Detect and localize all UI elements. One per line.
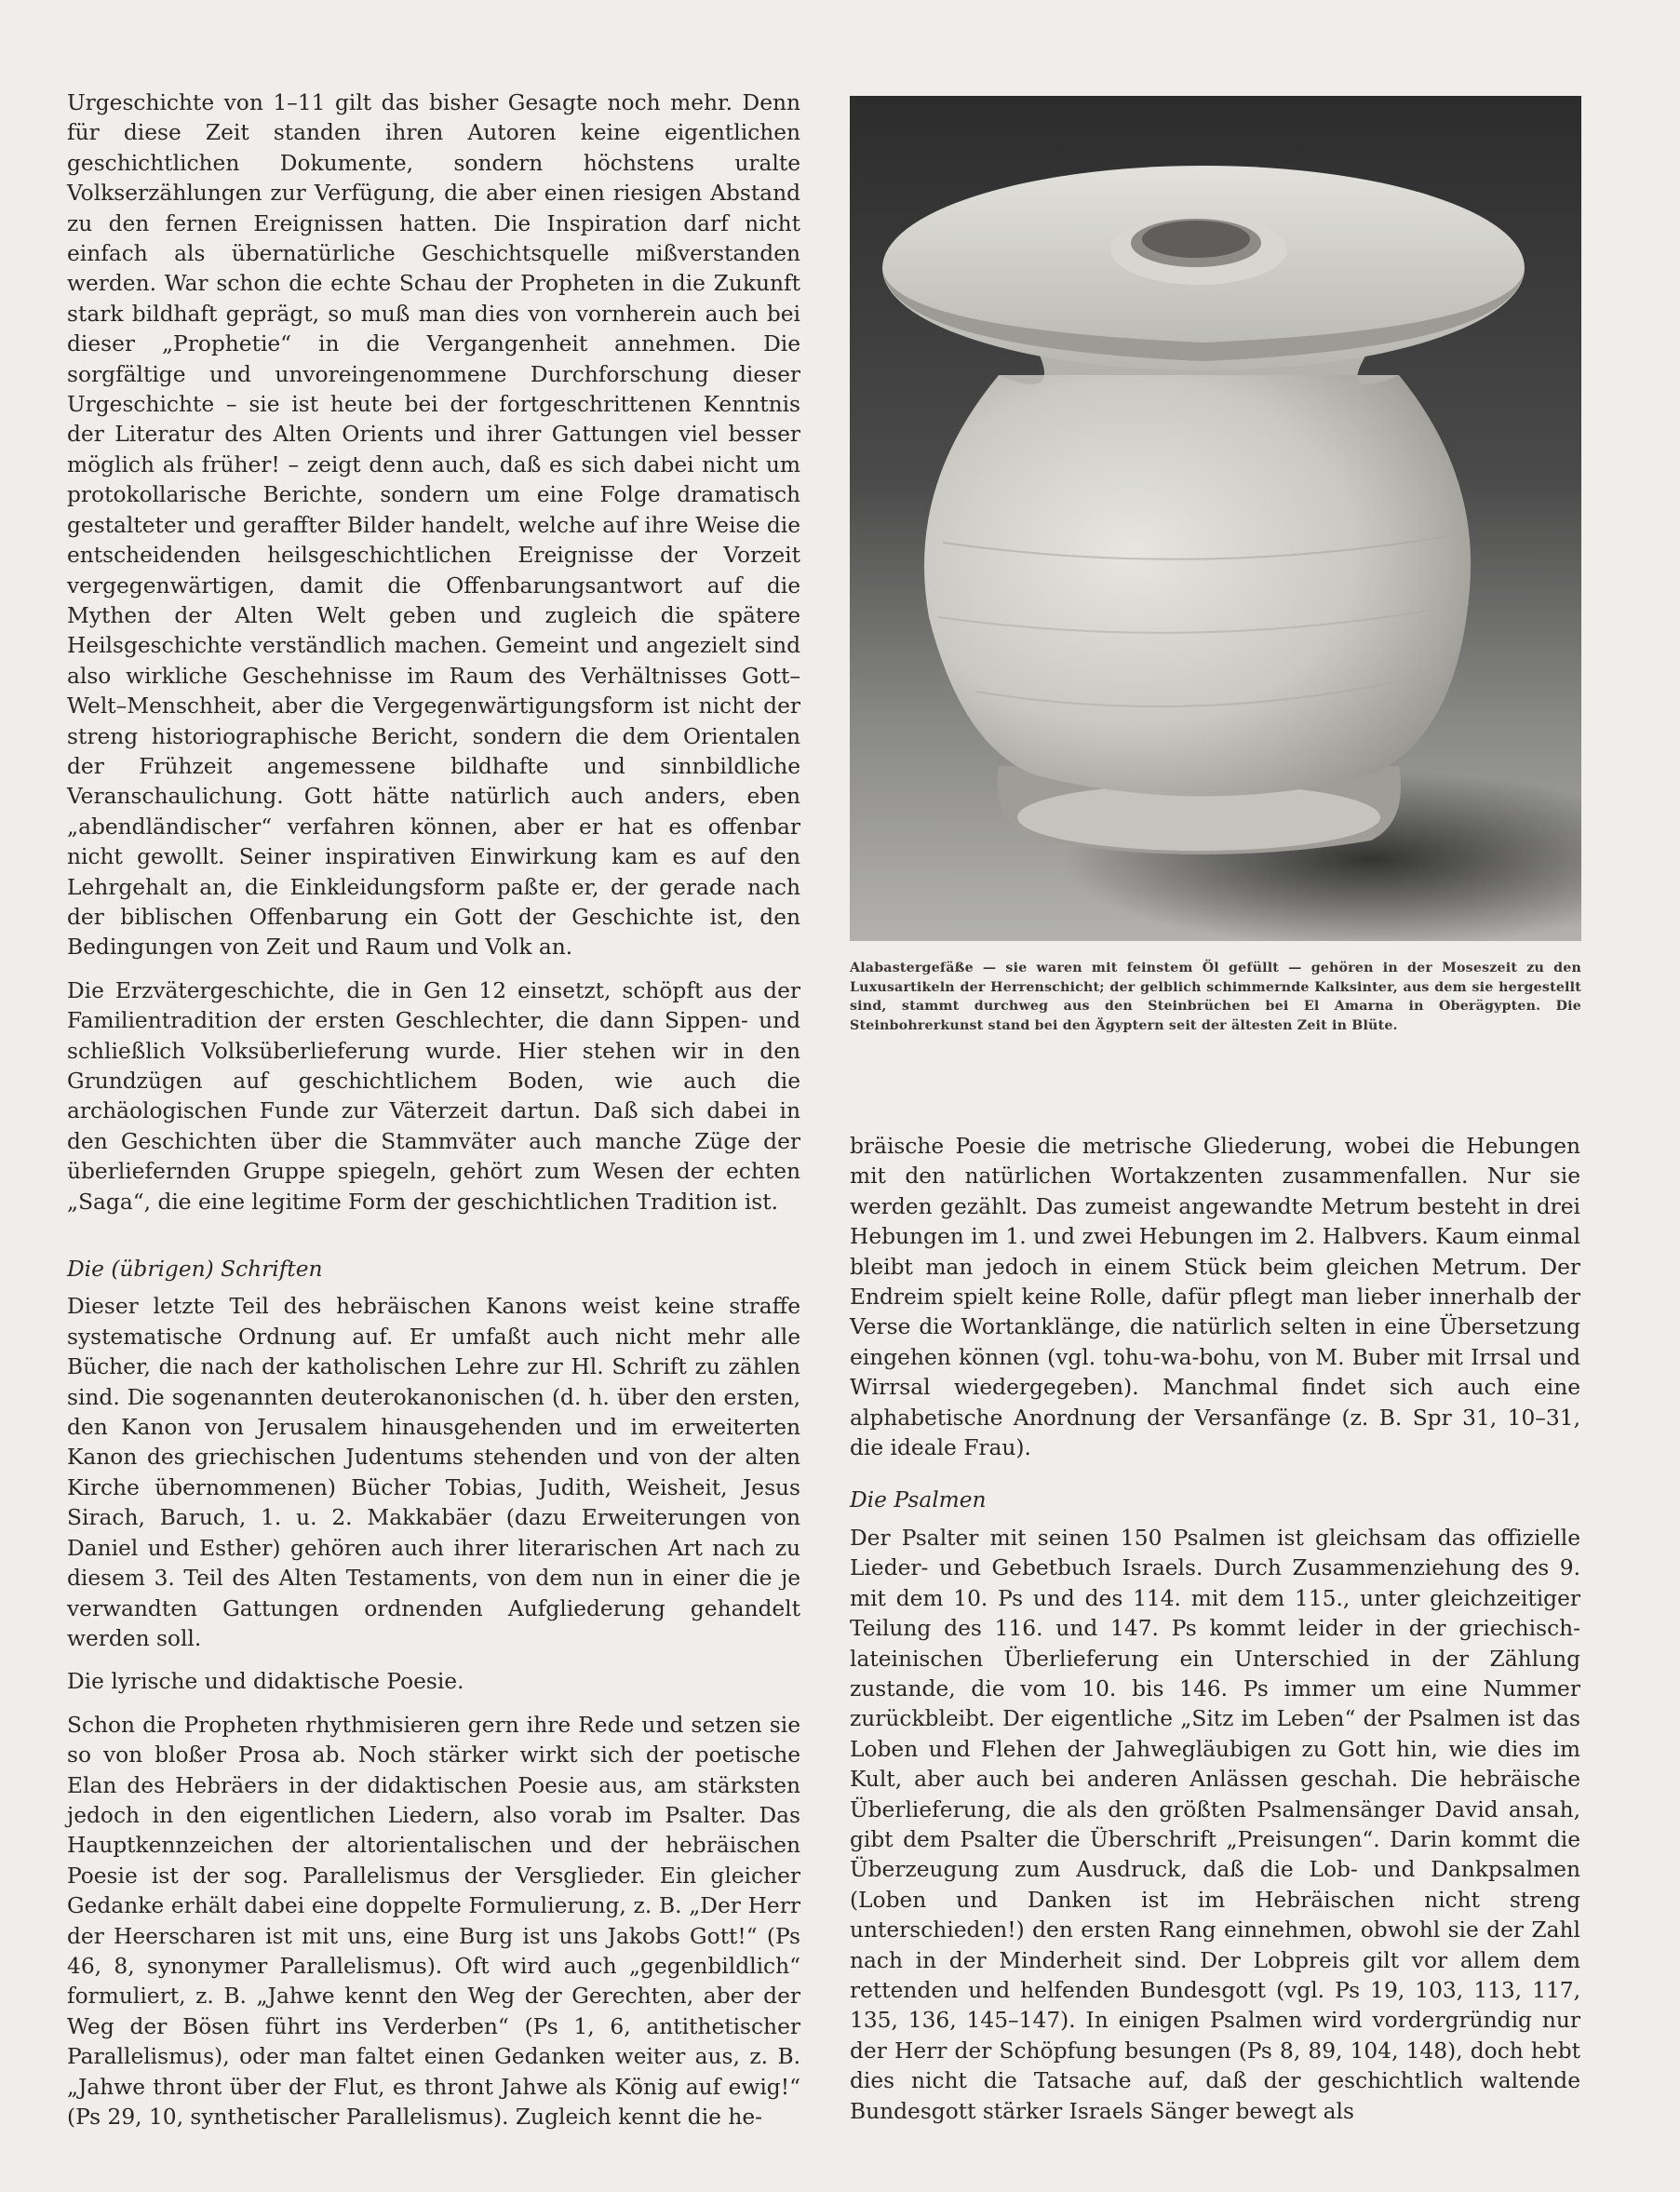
paragraph-metrik: bräische Poesie die metrische Gliederung, wobei die Hebungen mit den natürlichen Wortakzenten zusammenfallen. Nur sie werden gezählt. Das zumeist angewandte Metrum besteht in drei Hebungen im 1. und zwei Hebungen im 2. Halbvers. Kaum einmal bleibt man jedoch in einem Stück beim gleichen Metrum. Der Endreim spielt keine Rolle, dafür pflegt man lieber innerhalb der Verse die Wortanklänge, die natürlich selten in eine Übersetzung eingehen können (vgl. tohu-wa-bohu, von M. Buber mit Irrsal und Wirrsal wiedergegeben). Manchmal findet sich auch eine alphabetische Anordnung der Versanfänge (z. B. Spr 31, 10–31, die ideale Frau). xyxy=(850,1134,1580,1461)
paragraph-poesie-title: Die lyrische und didaktische Poesie. xyxy=(67,1669,464,1695)
paragraph-poesie: Schon die Propheten rhythmisieren gern ihre Rede und setzen sie so von bloßer Prosa ab. Noch stärker wirkt sich der poetische Elan des Hebräers in der didaktischen Poesie aus, am stärksten jedoch in den eigentlichen Liedern, also vorab im Psalter. Das Hauptkennzeichen der altorientalischen und der hebräischen Poesie ist der sog. Parallelismus der Versglieder. Ein gleicher Gedanke erhält dabei eine doppelte Formulierung, z. B. „Der Herr der Heerscharen ist mit uns, eine Burg ist uns Jakobs Gott!“ (Ps 46, 8, synonymer Parallelismus). Oft wird auch „gegenbildlich“ formuliert, z. B. „Jahwe kennt den Weg der Gerechten, aber der Weg der Bösen führt ins Verderben“ (Ps 1, 6, antithetischer Parallelismus), oder man faltet einen Gedanken weiter aus, z. B. „Jahwe thront über der Flut, es thront Jahwe als König auf ewig!“ (Ps 29, 10, synthetischer Parallelismus). Zugleich kennt die he- xyxy=(67,1712,800,2130)
vessel-image xyxy=(850,96,1581,941)
paragraph-urgeschichte: Urgeschichte von 1–11 gilt das bisher Gesagte noch mehr. Denn für diese Zeit standen ihren Autoren keine eigentlichen geschichtlichen Dokumente, sondern höchstens uralte Volkserzählungen zur Verfügung, die aber einen riesigen Abstand zu den fernen Ereignissen hatten. Die Inspiration darf nicht einfach als übernatürliche Geschichtsquelle mißverstanden werden. War schon die echte Schau der Propheten in die Zukunft stark bildhaft geprägt, so muß man dies von vornherein auch bei dieser „Prophetie“ in die Vergangenheit annehmen. Die sorgfältige und unvoreingenommene Durchforschung dieser Urgeschichte – sie ist heute bei der fortgeschrittenen Kenntnis der Literatur des Alten Orients und ihrer Gattungen viel besser möglich als früher! – zeigt denn auch, daß es sich dabei nicht um protokollarische Berichte, sondern um eine Folge dramatisch gestalteter und geraffter Bilder handelt, welche auf ihre Weise die entscheidenden heilsgeschichtlichen Ereignisse der Vorzeit vergegenwärtigen, damit die Offenbarungsantwort auf die Mythen der Alten Welt geben und zugleich die spätere Heilsgeschichte verständlich machen. Gemeint und angezielt sind also wirkliche Geschehnisse im Raum des Verhältnisses Gott–Welt–Menschheit, aber die Vergegenwärtigungsform ist nicht der streng historiographische Bericht, sondern die dem Orientalen der Frühzeit angemessene bildhafte und sinnbildliche Veranschaulichung. Gott hätte natürlich auch anders, eben „abendländischer“ verfahren können, aber er hat es offenbar nicht gewollt. Seiner inspirativen Einwirkung kam es auf den Lehrgehalt an, die Einkleidungsform paßte er, der gerade nach der biblischen Offenbarung ein Gott der Geschichte ist, den Bedingungen von Zeit und Raum und Volk an. xyxy=(67,90,800,961)
figure-caption: Alabastergefäße — sie waren mit feinstem Öl gefüllt — gehören in der Moseszeit zu den Luxusartikeln der Herrenschicht; der gelblich schimmernde Kalksinter, aus dem sie hergestellt sind, stammt durchweg aus den Steinbrüchen bei El Amarna in Oberägypten. Die Steinbohrerkunst stand bei den Ägyptern seit der ältesten Zeit in Blüte. xyxy=(850,961,1581,1033)
alabaster-vessel-photo xyxy=(850,96,1581,941)
heading-schriften: Die (übrigen) Schriften xyxy=(67,1257,323,1283)
left-column xyxy=(67,88,800,2145)
paragraph-erzvaeter: Die Erzvätergeschichte, die in Gen 12 einsetzt, schöpft aus der Familientradition der ersten Geschlechter, die dann Sippen- und schließlich Volksüberlieferung wurde. Hier stehen wir in den Grundzügen auf geschichtlichem Boden, wie auch die archäologischen Funde zur Väterzeit dartun. Daß sich dabei in den Geschichten über die Stammväter auch manche Züge der überliefernden Gruppe spiegeln, gehört zum Wesen der echten „Saga“, die eine legitime Form der geschichtlichen Tradition ist. xyxy=(67,977,800,1215)
heading-psalmen: Die Psalmen xyxy=(850,1487,987,1513)
right-column xyxy=(850,1132,1580,2140)
paragraph-psalter: Der Psalter mit seinen 150 Psalmen ist gleichsam das offizielle Lieder- und Gebetbuch Israels. Durch Zusammenziehung des 9. mit dem 10. Ps und des 114. mit dem 115., unter gleichzeitiger Teilung des 116. und 147. Ps kommt leider in der griechisch-lateinischen Überlieferung ein Unterschied in der Zählung zustande, die vom 10. bis 146. Ps immer um eine Nummer zurückbleibt. Der eigentliche „Sitz im Leben“ der Psalmen ist das Loben und Flehen der Jahwegläubigen zu Gott hin, wie dies im Kult, aber auch bei anderen Anlässen geschah. Die hebräische Überlieferung, die als den größten Psalmensänger David ansah, gibt dem Psalter die Überschrift „Preisungen“. Darin kommt die Überzeugung zum Ausdruck, daß die Lob- und Dankpsalmen (Loben und Danken ist im Hebräischen nicht streng unterschieden!) den ersten Rang einnehmen, obwohl sie der Zahl nach in der Minderheit sind. Der Lobpreis gilt vor allem dem rettenden und helfenden Bundesgott (vgl. Ps 19, 103, 113, 117, 135, 136, 145–147). In einigen Psalmen wird vordergründig nur der Herr der Schöpfung besungen (Ps 8, 89, 104, 148), doch hebt dies nicht die Tatsache auf, daß der geschichtlich waltende Bundesgott stärker Israels Sänger bewegt als xyxy=(850,1525,1580,2124)
paragraph-kanon: Dieser letzte Teil des hebräischen Kanons weist keine straffe systematische Ordnung auf. Er umfaßt auch nicht mehr alle Bücher, die nach der katholischen Lehre zur Hl. Schrift zu zählen sind. Die sogenannten deuterokanonischen (d. h. über den ersten, den Kanon von Jerusalem hinausgehenden und im erweiterten Kanon des griechischen Judentums stehenden und von der alten Kirche übernommenen) Bücher Tobias, Judith, Weisheit, Jesus Sirach, Baruch, 1. u. 2. Makkabäer (dazu Erweiterungen von Daniel und Esther) gehören auch ihrer literarischen Art nach zu diesem 3. Teil des Alten Testaments, von dem nun in einer die je verwandten Gattungen ordnenden Aufgliederung gehandelt werden soll. xyxy=(67,1294,800,1651)
